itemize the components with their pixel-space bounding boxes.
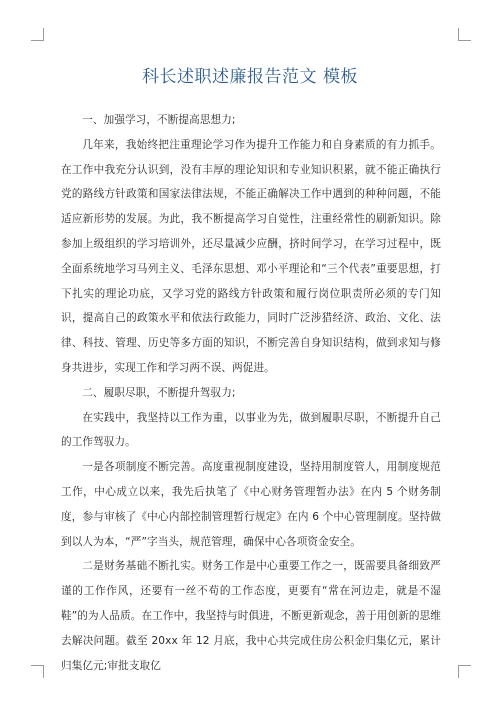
crop-mark-bottom-left xyxy=(31,665,44,678)
paragraph: 在实践中，我坚持以工作为重，以事业为先，做到履职尽职，不断提升自己的工作驾驭力。 xyxy=(61,411,441,449)
paragraph: 几年来，我始终把注重理论学习作为提升工作能力和自身素质的有力抓手。在工作中我充分认识到，没有丰厚的理论知识和专业知识积累，就不能正确执行党的路线方针政策和国家法律法规，不能正确解决工作中遇到的种种问题，不能适应新形势的发展。为此，我不断提高学习自觉性，注重经常性的刷新知识。除参加上级组织的学习培训外，还尽量减少应酬，挤时间学习，在学习过程中，既全面系统地学习马列主义、毛泽东思想、邓小平理论和“三个代表”重要思想，打下扎实的理论功底，又学习党的路线方针政策和履行岗位职责所必须的专门知识，提高自己的政策水平和依法行政能力，同时广泛涉猎经济、政治、文化、法律、科技、管理、历史等多方面的知识，不断完善自身知识结构，做到求知与修身共进步，实现工作和学习两不误、两促进。 xyxy=(61,138,441,374)
section-heading-1: 一、加强学习，不断提高思想力; xyxy=(82,114,236,126)
crop-mark-top-left xyxy=(31,28,44,41)
crop-mark-top-right xyxy=(458,28,471,41)
document-body xyxy=(61,108,441,678)
crop-mark-bottom-right xyxy=(458,665,471,678)
paragraph: 二是财务基础不断扎实。财务工作是中心重要工作之一，既需要具备细致严谨的工作作风，还要有一丝不苟的工作态度，更要有“常在河边走，就是不湿鞋”的为人品质。在工作中，我坚持与时俱进，不断更新观念，善于用创新的思维去解决问题。截至 20xx 年 12 月底，我中心共完成住房公积金归集亿元，累计归集亿元;审批支取亿 xyxy=(61,560,441,672)
section-heading-2: 二、履职尽职，不断提升驾驭力; xyxy=(82,386,236,399)
paragraph: 一是各项制度不断完善。高度重视制度建设，坚持用制度管人，用制度规范工作，中心成立以来，我先后执笔了《中心财务管理暂办法》在内 5 个财务制度，参与审核了《中心内部控制管理暂行规定》在内 6 个中心管理制度。坚持做到以人为本，“严”字当头，规范管理，确保中心各项资金安全。 xyxy=(61,461,441,548)
document-title: 科长述职述廉报告范文 模板 xyxy=(142,67,358,87)
